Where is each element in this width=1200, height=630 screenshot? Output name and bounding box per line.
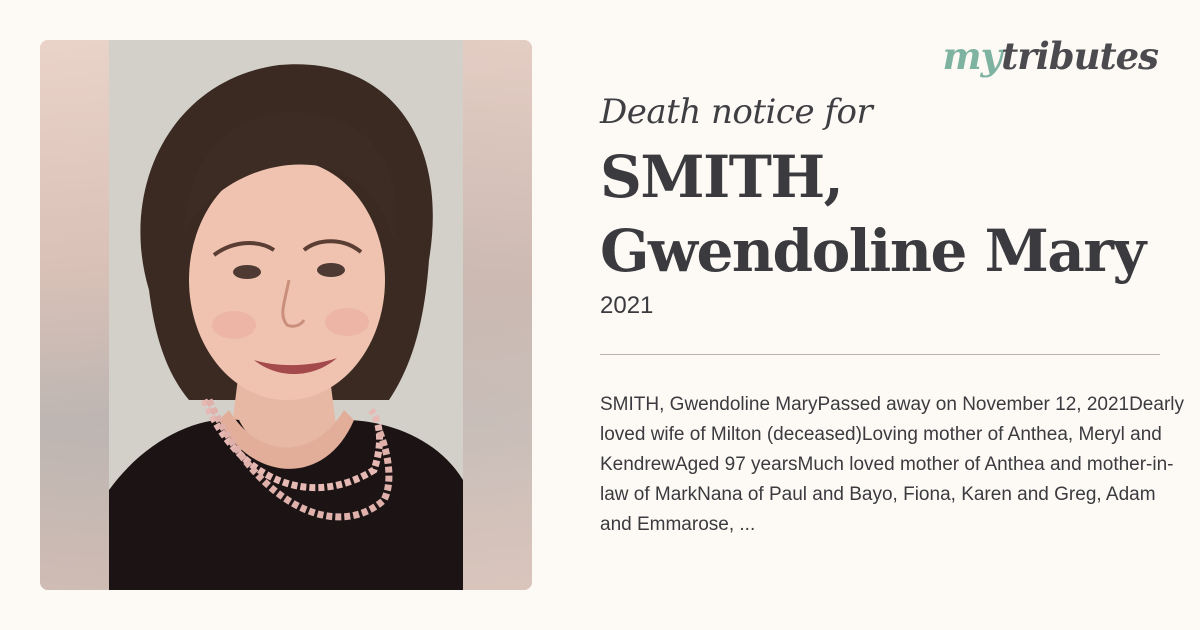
logo-tributes-text: tributes <box>1001 34 1158 78</box>
portrait-image <box>109 40 463 590</box>
deceased-surname: SMITH, <box>600 143 843 211</box>
photo-blur-right <box>462 40 532 590</box>
deceased-name <box>600 140 1160 288</box>
deceased-photo <box>40 40 532 590</box>
mytributes-logo[interactable] <box>942 34 1158 78</box>
notice-prefix: Death notice for <box>600 92 873 132</box>
notice-body-text: SMITH, Gwendoline MaryPassed away on November 12, 2021Dearly loved wife of Milton (deceased)Loving mother of Anthea, Meryl and KendrewAged 97 yearsMuch loved mother of Anthea and mother-in-law of MarkNana of Paul and Bayo, Fiona, Karen and Greg, Adam and Emmarose, ... <box>600 394 1184 535</box>
deceased-given-names: Gwendoline Mary <box>600 217 1145 285</box>
notice-year: 2021 <box>600 292 654 319</box>
logo-my-text: my <box>942 34 1002 78</box>
photo-blur-left <box>40 40 110 590</box>
divider <box>600 354 1160 355</box>
